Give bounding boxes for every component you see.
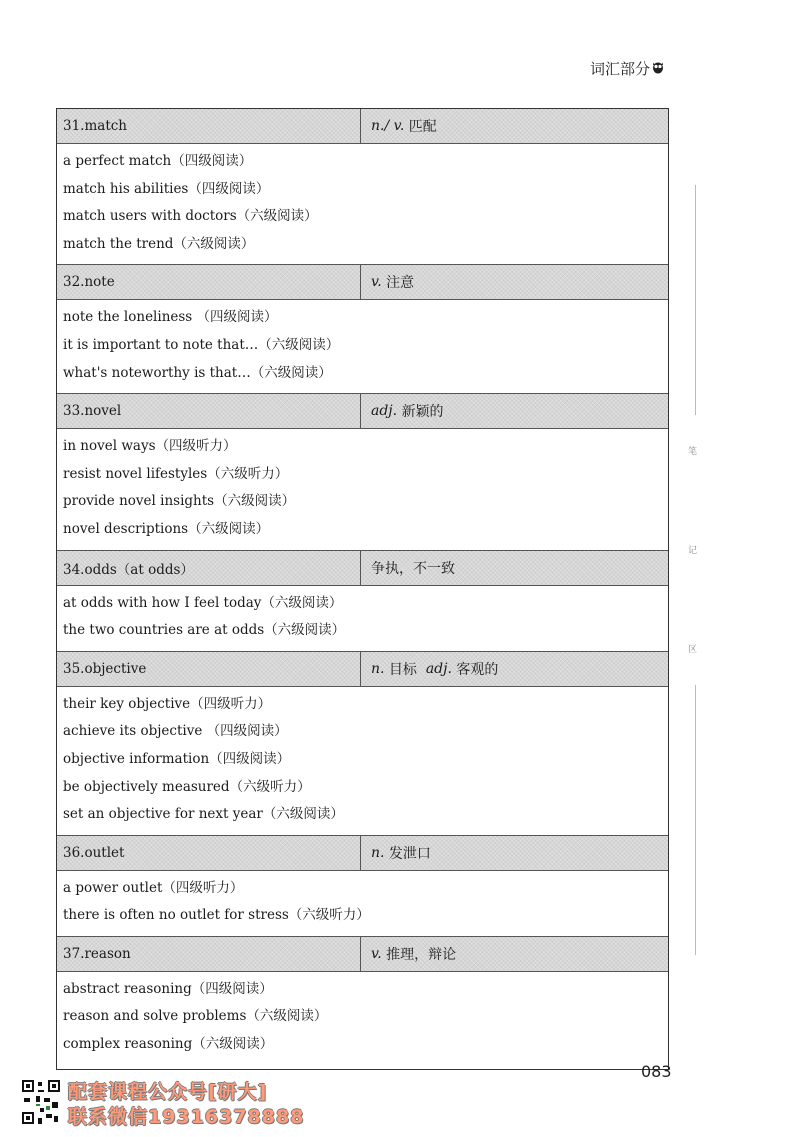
entry-examples <box>57 871 668 937</box>
part-of-speech: adj. <box>371 403 398 420</box>
notes-margin-line <box>695 185 696 415</box>
meaning-text: 匹配 <box>408 119 437 135</box>
notes-margin-label: 区 <box>688 645 698 655</box>
meaning-text: 注意 <box>386 275 415 292</box>
entry-examples <box>57 972 668 1069</box>
part-of-speech: n. <box>371 844 385 861</box>
vocab-entry <box>57 109 668 265</box>
entry-word: 33.novel <box>57 394 361 428</box>
example-phrase: a power outlet（四级听力） <box>63 879 244 896</box>
section-title: 词汇部分 <box>589 60 650 78</box>
example-phrase: be objectively measured（六级听力） <box>63 778 311 795</box>
entry-examples <box>57 586 668 652</box>
entry-definition <box>361 265 668 299</box>
example-phrase: match users with doctors（六级阅读） <box>63 208 318 225</box>
example-phrase: provide novel insights（六级阅读） <box>63 493 296 510</box>
meaning-text: 新颖的 <box>401 404 444 421</box>
example-phrase: note the loneliness （四级阅读） <box>63 309 278 326</box>
page-number: 083 <box>641 1062 672 1081</box>
entry-definition <box>361 937 668 971</box>
example-phrase: a perfect match（四级阅读） <box>63 153 253 169</box>
entry-word: 32.note <box>57 265 361 299</box>
vocab-entry <box>57 265 668 394</box>
vocab-entry <box>57 836 668 937</box>
part-of-speech: n. <box>371 660 385 677</box>
vocabulary-table <box>56 108 669 1070</box>
example-phrase: what's noteworthy is that…（六级阅读） <box>63 364 332 381</box>
notes-margin-line <box>695 685 696 955</box>
vocab-entry <box>57 394 668 550</box>
part-of-speech: n./ v. <box>371 118 405 134</box>
qr-code-icon <box>20 1078 62 1126</box>
entry-header <box>57 109 668 144</box>
entry-word: 37.reason <box>57 937 361 971</box>
entry-examples <box>57 687 668 836</box>
example-phrase: set an objective for next year（六级阅读） <box>63 806 344 823</box>
vocab-entry <box>57 937 668 1069</box>
owl-icon <box>652 60 664 74</box>
meaning-text: 目标 <box>388 661 417 678</box>
entry-word: 36.outlet <box>57 836 361 870</box>
entry-header <box>57 551 668 586</box>
example-phrase: match the trend（六级阅读） <box>63 235 255 252</box>
example-phrase: achieve its objective （四级阅读） <box>63 723 288 740</box>
example-phrase: reason and solve problems（六级阅读） <box>63 1008 328 1025</box>
example-phrase: at odds with how I feel today（六级阅读） <box>63 594 343 611</box>
entry-header <box>57 937 668 972</box>
watermark-line: 联系微信19316378888 <box>68 1106 305 1128</box>
entry-examples <box>57 300 668 394</box>
meaning-text: 争执，不一致 <box>371 560 455 577</box>
entry-definition <box>361 652 668 686</box>
notes-margin-label: 笔 <box>688 447 698 457</box>
part-of-speech: v. <box>371 945 382 962</box>
meaning-text: 推理，辩论 <box>386 946 457 963</box>
example-phrase: novel descriptions（六级阅读） <box>63 520 270 537</box>
notes-margin-label: 记 <box>688 546 698 556</box>
meaning-text: 客观的 <box>456 661 499 678</box>
vocab-entry <box>57 551 668 652</box>
entry-word: 34.odds（at odds） <box>57 551 361 585</box>
watermark-line: 配套课程公众号[研大] <box>68 1081 268 1103</box>
example-phrase: objective information（四级阅读） <box>63 750 291 767</box>
example-phrase: abstract reasoning（四级阅读） <box>63 980 273 997</box>
example-phrase: their key objective（四级听力） <box>63 695 272 712</box>
entry-header <box>57 394 668 429</box>
entry-header <box>57 836 668 871</box>
entry-header <box>57 265 668 300</box>
meaning-text: 发泄口 <box>388 845 431 862</box>
entry-definition <box>361 836 668 870</box>
example-phrase: match his abilities（四级阅读） <box>63 180 270 197</box>
example-phrase: the two countries are at odds（六级阅读） <box>63 622 346 639</box>
entry-definition <box>361 394 668 428</box>
example-phrase: there is often no outlet for stress（六级听力） <box>63 907 370 924</box>
part-of-speech: v. <box>371 274 382 291</box>
entry-word: 35.objective <box>57 652 361 686</box>
entry-examples <box>57 144 668 265</box>
example-phrase: resist novel lifestyles（六级听力） <box>63 465 289 482</box>
example-phrase: it is important to note that…（六级阅读） <box>63 336 340 353</box>
entry-definition <box>361 551 668 585</box>
entry-header <box>57 652 668 687</box>
example-phrase: in novel ways（四级听力） <box>63 438 237 455</box>
part-of-speech: adj. <box>425 660 452 677</box>
entry-definition <box>361 109 668 143</box>
entry-examples <box>57 429 668 550</box>
example-phrase: complex reasoning（六级阅读） <box>63 1036 274 1053</box>
vocab-entry <box>57 652 668 836</box>
entry-word: 31.match <box>57 109 361 143</box>
